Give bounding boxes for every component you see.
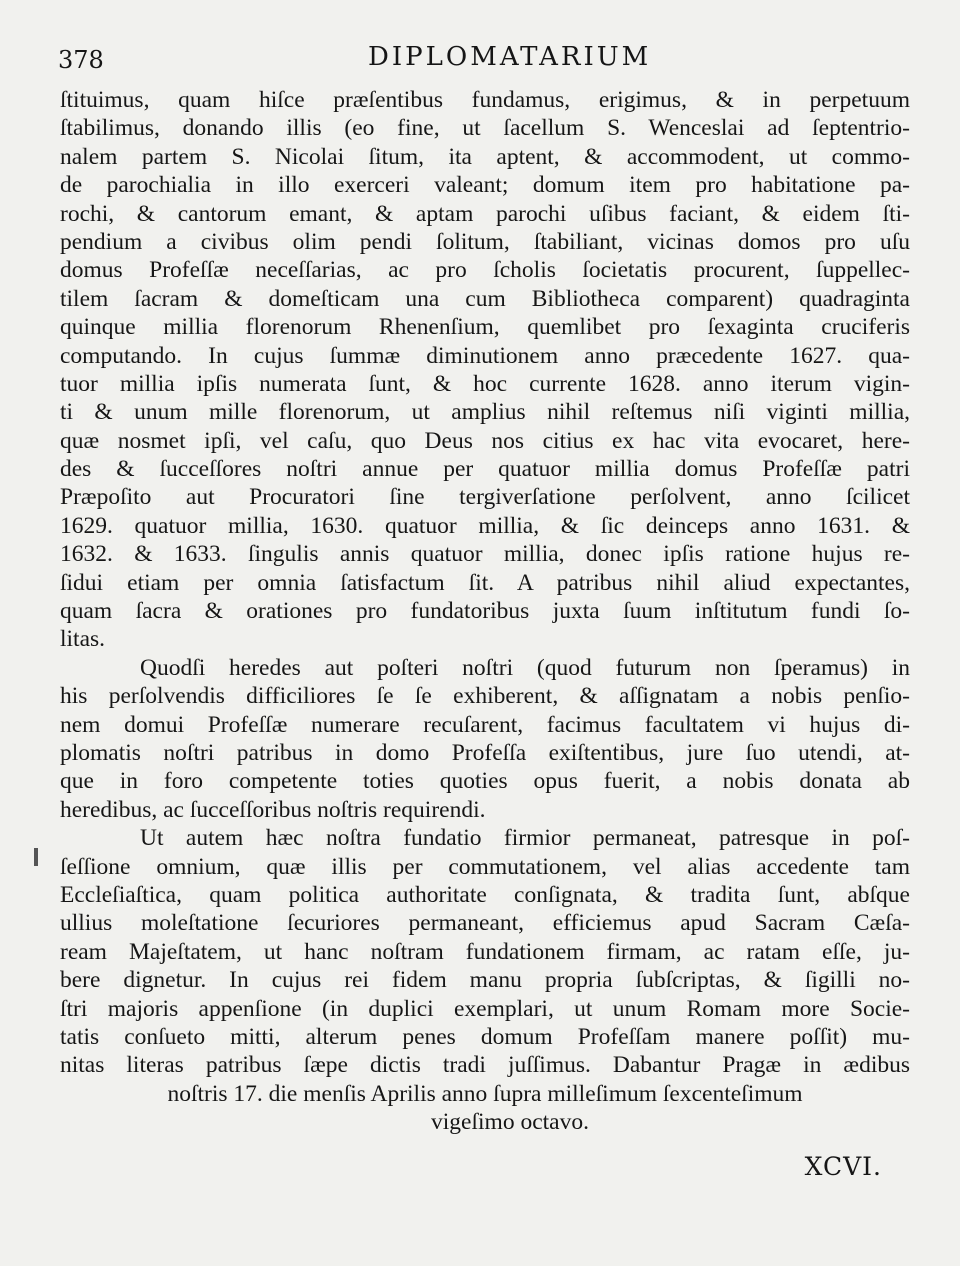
text-line: ſtituimus, quam hiſce præſentibus fundamus, erigimus, & in perpetuum xyxy=(60,87,910,113)
text-line: nem domui Profeſſæ numerare recuſarent, facimus facultatem vi hujus di- xyxy=(60,711,910,738)
text-line: ti & unum mille florenorum, ut amplius nihil reſtemus niſi viginti millia, xyxy=(60,399,910,426)
text-line: tuor millia ipſis numerata ſunt, & hoc currente 1628. anno iterum vigin- xyxy=(60,370,910,397)
text-line: ullius moleſtatione ſecuriores permaneant, efficiemus apud Sacram Cæſa- xyxy=(60,910,910,937)
text-line: tatis conſueto mitti, alterum penes domum Profeſſam manere poſſit) mu- xyxy=(60,1023,910,1050)
text-line: pendium a civibus olim pendi ſolitum, ſtabiliant, vicinas domos pro uſu xyxy=(60,228,910,255)
page-number: 378 xyxy=(58,46,104,74)
text-line: noſtris 17. die menſis Aprilis anno ſupra milleſimum ſexcenteſimum xyxy=(167,1080,803,1107)
text-line: tilem ſacram & domeſticam una cum Bibliotheca comparent) quadraginta xyxy=(60,285,910,312)
text-line: heredibus, ac ſucceſſoribus noſtris requirendi. xyxy=(60,796,486,823)
text-line: vigeſimo octavo. xyxy=(431,1109,589,1136)
text-line: 1632. & 1633. ſingulis annis quatuor millia, donec ipſis ratione hujus re- xyxy=(60,541,910,568)
catchword: XCVI. xyxy=(804,1152,882,1181)
text-line: ſidui etiam per omnia ſatisfactum ſit. A patribus nihil aliud expectantes, xyxy=(60,569,910,596)
text-line: 1629. quatuor millia, 1630. quatuor millia, & ſic deinceps anno 1631. & xyxy=(60,512,910,539)
page-header xyxy=(58,40,900,80)
text-line: quam ſacra & orationes pro fundatoribus juxta ſuum inſtitutum fundi ſo- xyxy=(60,598,910,625)
text-line: his perſolvendis difficiliores ſe ſe exhiberent, & aſſignatam a nobis penſio- xyxy=(60,683,910,710)
text-line: quæ nosmet ipſi, vel caſu, quo Deus nos citius ex hac vita evocaret, here- xyxy=(60,427,910,454)
text-line: Eccleſiaſtica, quam politica authoritate conſignata, & tradita ſunt, abſque xyxy=(60,881,910,908)
margin-mark xyxy=(34,848,38,866)
text-line: bere dignetur. In cujus rei fidem manu propria ſubſcriptas, & ſigilli no- xyxy=(60,967,910,994)
text-line: computando. In cujus ſummæ diminutionem anno præcedente 1627. qua- xyxy=(60,342,910,369)
text-line: que in foro competente toties quoties opus fuerit, a nobis donata ab xyxy=(60,768,910,795)
text-line: des & ſucceſſores noſtri annue per quatuor millia domus Profeſſæ patri xyxy=(60,456,910,483)
text-line: Præpoſito aut Procuratori ſine tergiverſatione perſolvent, anno ſcilicet xyxy=(60,484,910,511)
running-head: DIPLOMATARIUM xyxy=(368,42,652,72)
text-line: ſtri majoris appenſione (in duplici exemplari, ut unum Romam more Socie- xyxy=(60,995,910,1022)
text-line: ream Majeſtatem, ut hanc noſtram fundationem firmam, ac ratam eſſe, ju- xyxy=(60,938,910,965)
text-line: rochi, & cantorum emant, & aptam parochi uſibus faciant, & eidem ſti- xyxy=(60,200,910,227)
text-line: litas. xyxy=(60,626,106,653)
text-line: domus Profeſſæ neceſſarias, ac pro ſcholis ſocietatis procurent, ſuppellec- xyxy=(60,257,910,284)
text-line: ſtabilimus, donando illis (eo fine, ut ſacellum S. Wenceslai ad ſeptentrio- xyxy=(60,115,910,142)
text-line: Quodſi heredes aut poſteri noſtri (quod futurum non ſperamus) in xyxy=(140,654,910,681)
text-line: nitas literas patribus ſæpe dictis tradi juſſimus. Dabantur Pragæ in ædibus xyxy=(60,1052,910,1079)
text-line: quinque millia florenorum Rhenenſium, quemlibet pro ſexaginta cruciferis xyxy=(60,314,910,341)
text-line: plomatis noſtri patribus in domo Profeſſa exiſtentibus, jure ſuo utendi, at- xyxy=(60,739,910,766)
text-line: de parochialia in illo exerceri valeant; domum item pro habitatione pa- xyxy=(60,172,910,199)
text-line: nalem partem S. Nicolai ſitum, ita aptent, & accommodent, ut commo- xyxy=(60,143,910,170)
text-line: Ut autem hæc noſtra fundatio firmior permaneat, patresque in poſ- xyxy=(140,825,910,852)
text-line: ſeſſione omnium, quæ illis per commutationem, vel alias accedente tam xyxy=(60,853,910,880)
body-text xyxy=(60,86,910,1136)
